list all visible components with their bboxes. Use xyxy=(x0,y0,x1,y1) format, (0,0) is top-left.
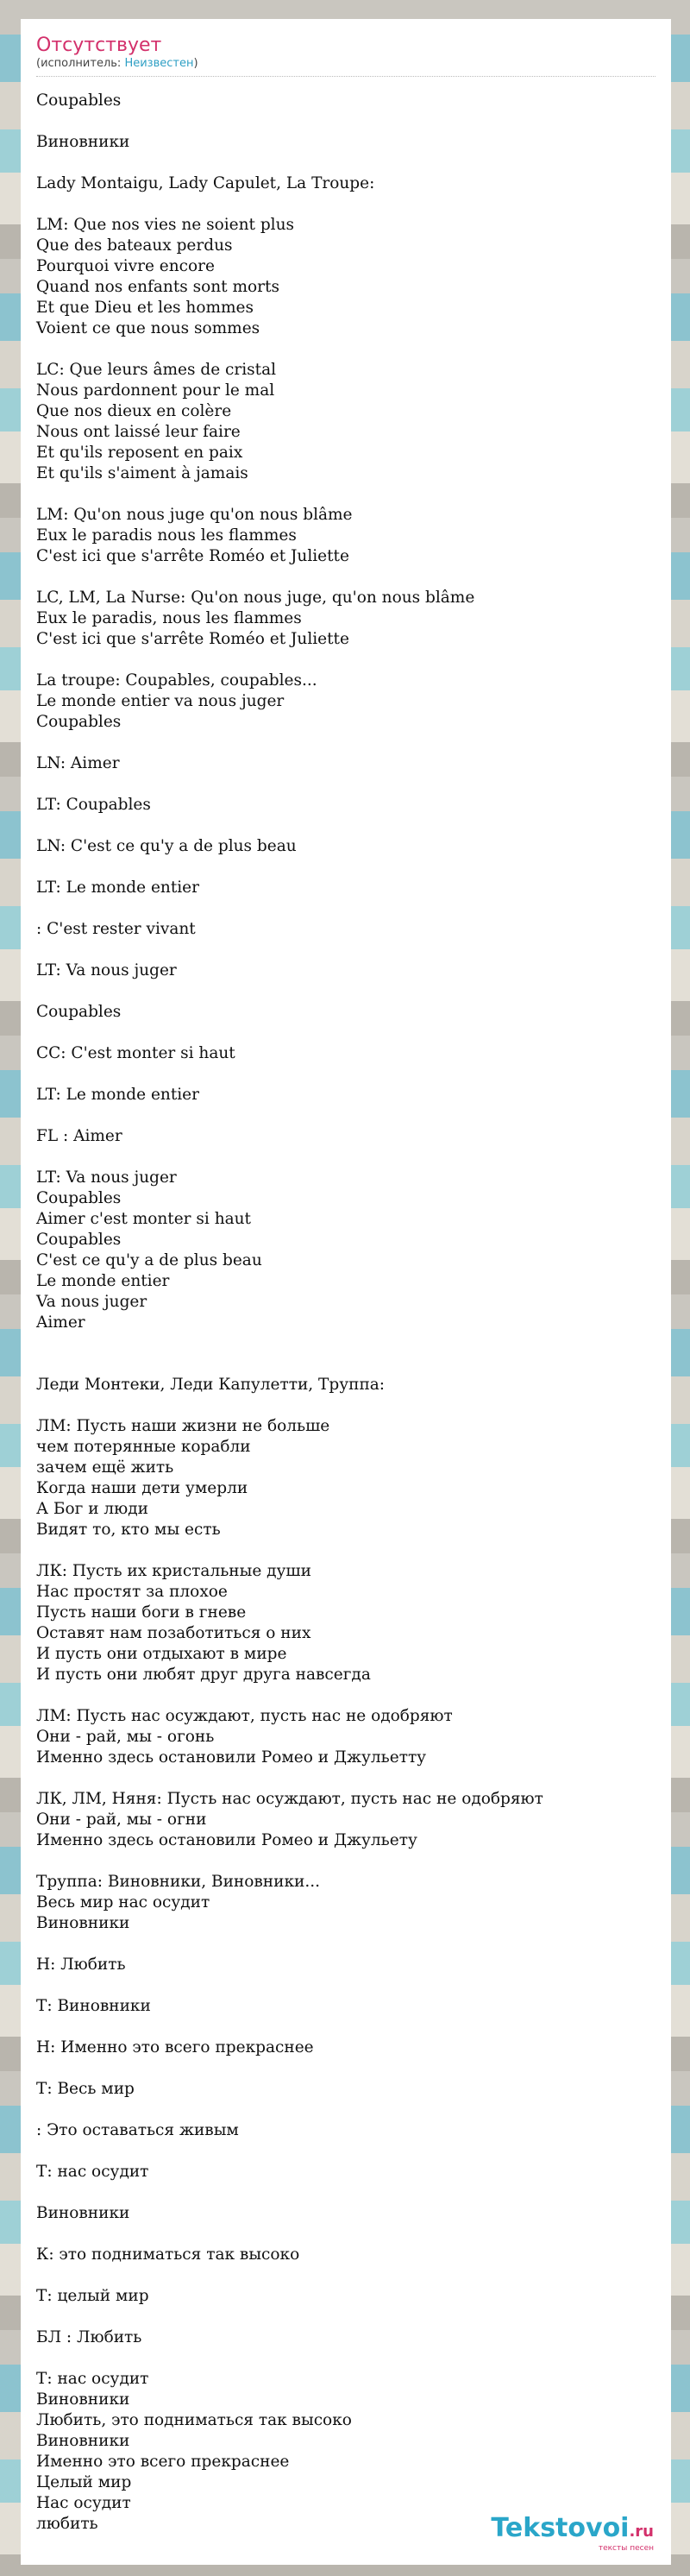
lyric-line: Aimer xyxy=(36,1313,85,1332)
lyric-line xyxy=(36,339,656,360)
lyric-line xyxy=(36,2224,656,2245)
lyric-line: Они - рай, мы - огни xyxy=(36,1811,207,1829)
lyric-line: : Это оставаться живым xyxy=(36,2121,239,2139)
lyric-line: чем потерянные корабли xyxy=(36,1438,251,1456)
artist-suffix: ) xyxy=(193,57,198,70)
lyric-line: Н: Именно это всего прекраснее xyxy=(36,2038,314,2056)
lyric-line xyxy=(36,567,656,588)
artist-line xyxy=(36,57,656,77)
lyric-line: Va nous juger xyxy=(36,1293,147,1311)
lyric-line xyxy=(36,1105,656,1126)
lyric-line xyxy=(36,194,656,215)
lyric-line: Eux le paradis, nous les flammes xyxy=(36,609,302,627)
lyric-line: Quand nos enfants sont morts xyxy=(36,278,279,296)
lyric-line: Когда наши дети умерли xyxy=(36,1479,248,1497)
lyric-line xyxy=(36,1851,656,1872)
lyric-line: Виновники xyxy=(36,2432,130,2450)
lyric-line: Нас осудит xyxy=(36,2494,131,2512)
lyric-line: Que des bateaux perdus xyxy=(36,236,233,255)
lyric-line: Coupables xyxy=(36,1003,122,1021)
lyric-line: Т: Весь мир xyxy=(36,2080,135,2098)
lyric-line: Т: Виновники xyxy=(36,1997,151,2015)
lyric-line xyxy=(36,1768,656,1789)
lyric-line xyxy=(36,1333,656,1354)
lyric-line: LT: Va nous juger xyxy=(36,1168,177,1187)
lyric-line: Coupables xyxy=(36,1231,122,1249)
lyric-line: Они - рай, мы - огонь xyxy=(36,1728,215,1746)
lyric-line xyxy=(36,898,656,919)
lyric-line: Eux le paradis nous les flammes xyxy=(36,526,297,545)
lyric-line: LT: Va nous juger xyxy=(36,961,177,979)
lyric-line: Coupables xyxy=(36,713,122,731)
logo-tld: .ru xyxy=(629,2522,654,2541)
lyric-line: Et qu'ils reposent en paix xyxy=(36,444,243,462)
lyric-line: зачем ещё жить xyxy=(36,1458,174,1477)
lyric-line xyxy=(36,816,656,836)
lyric-line: LN: Aimer xyxy=(36,754,120,772)
lyric-line: Le monde entier xyxy=(36,1272,170,1290)
lyric-line: C'est ce qu'y a de plus beau xyxy=(36,1251,262,1269)
lyric-line: Т: нас осудит xyxy=(36,2163,149,2181)
lyric-line: Nous ont laissé leur faire xyxy=(36,423,241,441)
lyric-line: LT: Le monde entier xyxy=(36,879,199,897)
lyric-line xyxy=(36,1064,656,1085)
site-logo[interactable] xyxy=(491,2515,654,2553)
lyric-line: Le monde entier va nous juger xyxy=(36,692,285,710)
lyric-line: любить xyxy=(36,2515,98,2533)
lyric-line: Nous pardonnent pour le mal xyxy=(36,381,275,400)
lyric-line: Виновники xyxy=(36,2390,130,2409)
lyric-line: Целый мир xyxy=(36,2473,132,2491)
lyric-line xyxy=(36,111,656,132)
lyric-line: Et que Dieu et les hommes xyxy=(36,299,254,317)
lyric-line: Видят то, кто мы есть xyxy=(36,1521,221,1539)
lyric-line: FL : Aimer xyxy=(36,1127,122,1145)
lyric-line xyxy=(36,981,656,1002)
lyric-line xyxy=(36,2141,656,2162)
lyric-line: Именно здесь остановили Ромео и Джульетту xyxy=(36,1748,427,1767)
lyric-line: LN: C'est ce qu'y a de plus beau xyxy=(36,837,297,855)
lyric-line: C'est ici que s'arrête Roméo et Juliette xyxy=(36,630,349,648)
lyrics-card xyxy=(21,19,671,2565)
lyric-line: Виновники xyxy=(36,2204,130,2222)
lyric-line: Т: целый мир xyxy=(36,2287,149,2305)
lyric-line: К: это подниматься так высоко xyxy=(36,2245,300,2264)
lyric-line: CC: C'est monter si haut xyxy=(36,1044,235,1062)
lyric-line: ЛК, ЛМ, Няня: Пусть нас осуждают, пусть нас не одобряют xyxy=(36,1790,543,1808)
lyric-line: LM: Qu'on nous juge qu'on nous blâme xyxy=(36,506,353,524)
logo-tagline: тексты песен xyxy=(598,2544,654,2553)
lyric-line: ЛМ: Пусть наши жизни не больше xyxy=(36,1417,330,1435)
lyric-line xyxy=(36,940,656,960)
lyric-line: Виновники xyxy=(36,1914,130,1932)
lyric-line: Et qu'ils s'aiment à jamais xyxy=(36,464,248,482)
lyric-line: Coupables xyxy=(36,91,122,110)
lyric-line: Т: нас осудит xyxy=(36,2370,149,2388)
lyrics-text xyxy=(36,91,656,2535)
lyric-line xyxy=(36,774,656,795)
lyric-line xyxy=(36,733,656,753)
lyric-line: Coupables xyxy=(36,1189,122,1207)
lyric-line xyxy=(36,1975,656,1996)
lyric-line: Voient ce que nous sommes xyxy=(36,319,260,337)
lyric-line xyxy=(36,1934,656,1955)
lyric-line: Любить, это подниматься так высоко xyxy=(36,2411,352,2429)
lyric-line xyxy=(36,1023,656,1043)
song-title: Отсутствует xyxy=(36,35,162,56)
lyric-line xyxy=(36,1147,656,1168)
artist-link[interactable]: Неизвестен xyxy=(124,57,194,70)
lyric-line: И пусть они любят друг друга навсегда xyxy=(36,1666,371,1684)
lyric-line: Оставят нам позаботиться о них xyxy=(36,1624,311,1642)
lyric-line xyxy=(36,857,656,878)
lyric-line: И пусть они отдыхают в мире xyxy=(36,1645,287,1663)
lyric-line: Именно здесь остановили Ромео и Джульету xyxy=(36,1831,417,1849)
lyric-line: Pourquoi vivre encore xyxy=(36,257,215,275)
lyric-line xyxy=(36,650,656,671)
lyric-line: Н: Любить xyxy=(36,1956,126,1974)
lyric-line xyxy=(36,153,656,173)
lyric-line: Весь мир нас осудит xyxy=(36,1893,210,1912)
lyric-line xyxy=(36,2100,656,2120)
lyric-line: La troupe: Coupables, coupables... xyxy=(36,671,317,690)
lyric-line: LC: Que leurs âmes de cristal xyxy=(36,361,277,379)
lyric-line xyxy=(36,2265,656,2286)
lyric-line: Lady Montaigu, Lady Capulet, La Troupe: xyxy=(36,174,375,192)
lyric-line xyxy=(36,2058,656,2079)
lyric-line: Именно это всего прекраснее xyxy=(36,2453,290,2471)
lyric-line: : C'est rester vivant xyxy=(36,920,196,938)
lyric-line: ЛК: Пусть их кристальные души xyxy=(36,1562,311,1580)
lyric-line: ЛМ: Пусть нас осуждают, пусть нас не одобряют xyxy=(36,1707,453,1725)
lyric-line: LC, LM, La Nurse: Qu'on nous juge, qu'on nous blâme xyxy=(36,589,475,607)
lyric-line: Леди Монтеки, Леди Капулетти, Труппа: xyxy=(36,1376,386,1394)
lyric-line xyxy=(36,2307,656,2327)
lyric-line: Труппа: Виновники, Виновники... xyxy=(36,1873,320,1891)
lyric-line: LM: Que nos vies ne soient plus xyxy=(36,216,295,234)
lyric-line: Виновники xyxy=(36,133,130,151)
lyric-line: Aimer c'est monter si haut xyxy=(36,1210,251,1228)
lyric-line xyxy=(36,2182,656,2203)
lyric-line: Пусть наши боги в гневе xyxy=(36,1603,247,1622)
lyric-line: А Бог и люди xyxy=(36,1500,148,1518)
lyric-line: Que nos dieux en colère xyxy=(36,402,232,420)
lyric-line xyxy=(36,1354,656,1375)
lyric-line: LT: Coupables xyxy=(36,796,151,814)
lyric-line xyxy=(36,484,656,505)
logo-main-text: Tekstovoi xyxy=(491,2513,630,2543)
lyric-line: C'est ici que s'arrête Roméo et Juliette xyxy=(36,547,349,565)
lyric-line: Нас простят за плохое xyxy=(36,1583,228,1601)
artist-prefix: (исполнитель: xyxy=(36,57,125,70)
lyric-line xyxy=(36,2348,656,2369)
lyric-line xyxy=(36,1395,656,1416)
lyric-line xyxy=(36,1685,656,1706)
lyric-line xyxy=(36,1540,656,1561)
lyric-line: БЛ : Любить xyxy=(36,2328,142,2346)
lyric-line xyxy=(36,2017,656,2037)
lyric-line: LT: Le monde entier xyxy=(36,1086,199,1104)
